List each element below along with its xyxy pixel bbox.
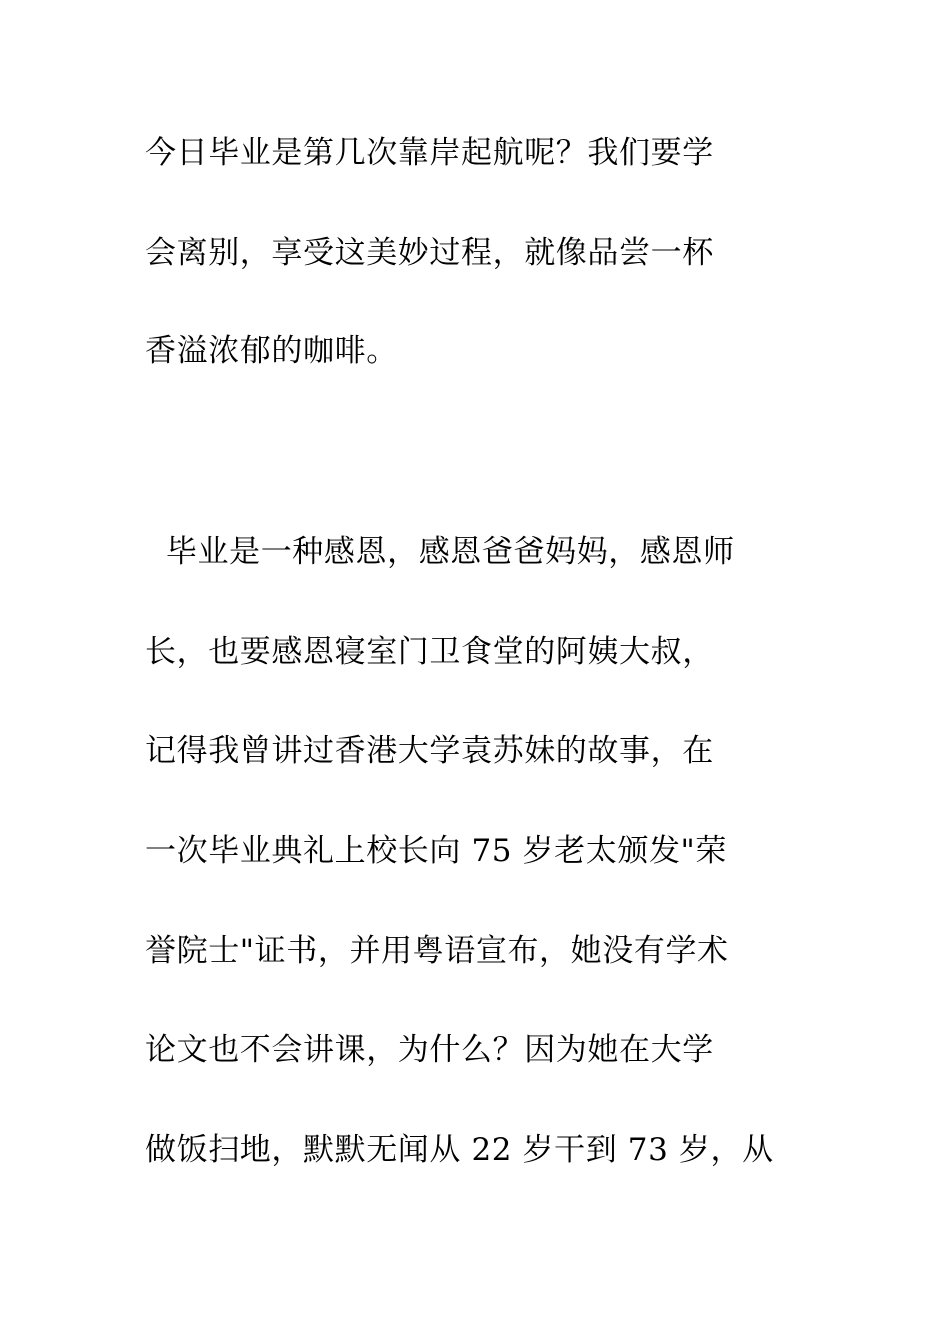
paragraph-2-line-7: 做饭扫地，默默无闻从 22 岁干到 73 岁，从 bbox=[145, 1132, 774, 1168]
paragraph-1-line-3: 香溢浓郁的咖啡。 bbox=[145, 333, 398, 369]
paragraph-2-line-1: 毕业是一种感恩，感恩爸爸妈妈，感恩师 bbox=[145, 534, 735, 570]
paragraph-2-line-6: 论文也不会讲课，为什么？因为她在大学 bbox=[145, 1032, 714, 1068]
paragraph-2-line-2: 长，也要感恩寝室门卫食堂的阿姨大叔， bbox=[145, 634, 714, 670]
paragraph-2-line-4: 一次毕业典礼上校长向 75 岁老太颁发"荣 bbox=[145, 833, 728, 869]
paragraph-2-line-3: 记得我曾讲过香港大学袁苏妹的故事，在 bbox=[145, 733, 714, 769]
paragraph-1-line-2: 会离别，享受这美妙过程，就像品尝一杯 bbox=[145, 235, 714, 271]
paragraph-2-line-5: 誉院士"证书，并用粤语宣布，她没有学术 bbox=[145, 933, 729, 969]
paragraph-1-line-1: 今日毕业是第几次靠岸起航呢？我们要学 bbox=[145, 135, 714, 171]
